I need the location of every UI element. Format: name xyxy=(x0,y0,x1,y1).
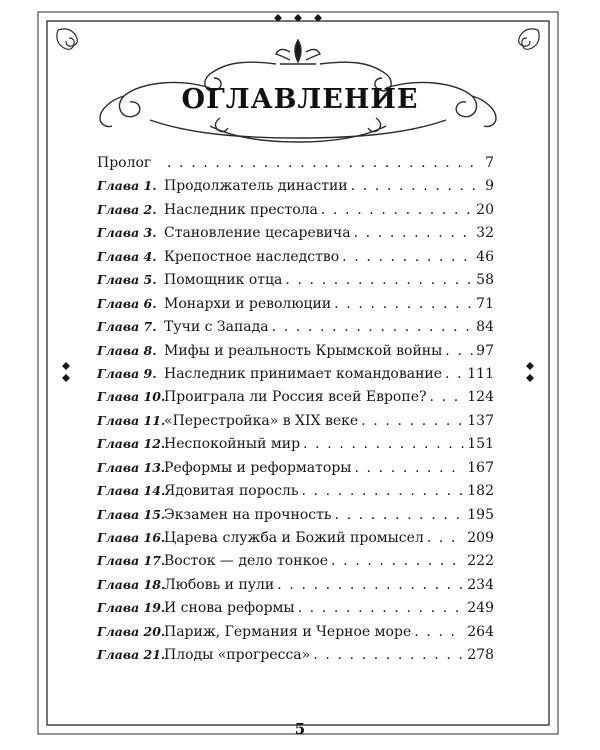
toc-entry-page: 209 xyxy=(467,530,494,546)
toc-entry-prologue[interactable] xyxy=(97,155,494,178)
toc-leader-dots xyxy=(430,389,465,405)
toc-entry-page: 20 xyxy=(476,201,494,218)
toc-leader-dots xyxy=(427,530,464,546)
toc-entry-page: 182 xyxy=(467,483,494,500)
toc-entry-chapter-14[interactable] xyxy=(97,483,494,506)
toc-entry-label: Глава 13. xyxy=(97,459,166,475)
toc-entry-title: Проиграла ли Россия всей Европе? xyxy=(164,389,427,406)
toc-entry-title: Мифы и реальность Крымской войны xyxy=(164,342,443,359)
toc-entry-page: 124 xyxy=(467,389,494,406)
toc-entry-chapter-10[interactable] xyxy=(97,389,494,412)
toc-leader-dots xyxy=(334,507,464,523)
toc-leader-dots xyxy=(321,202,473,218)
toc-entry-chapter-3[interactable] xyxy=(97,225,494,248)
contents-heading: ОГЛАВЛЕНИЕ xyxy=(181,84,419,115)
toc-entry-chapter-8[interactable] xyxy=(97,343,494,366)
toc-leader-dots xyxy=(331,553,464,569)
toc-entry-title: Царева служба и Божий промысел xyxy=(164,530,424,546)
toc-leader-dots xyxy=(334,296,473,312)
toc-entry-chapter-1[interactable] xyxy=(97,178,494,201)
toc-entry-chapter-9[interactable] xyxy=(97,366,494,389)
side-diamonds-left xyxy=(62,362,70,382)
toc-leader-dots xyxy=(285,272,473,288)
toc-entry-label: Глава 14. xyxy=(97,483,166,499)
toc-entry-label: Глава 4. xyxy=(97,248,157,264)
toc-entry-label: Глава 17. xyxy=(97,553,166,569)
toc-entry-chapter-16[interactable] xyxy=(97,530,494,553)
toc-entry-title: Становление цесаревича xyxy=(164,225,351,242)
toc-entry-title: Любовь и пули xyxy=(164,576,275,593)
toc-entry-chapter-11[interactable] xyxy=(97,413,494,436)
toc-entry-label: Глава 12. xyxy=(97,436,166,452)
toc-entry-chapter-7[interactable] xyxy=(97,319,494,342)
toc-entry-chapter-4[interactable] xyxy=(97,249,494,272)
toc-leader-dots xyxy=(298,600,465,616)
toc-entry-label: Глава 9. xyxy=(97,365,157,381)
toc-entry-page: 234 xyxy=(467,576,494,593)
toc-entry-chapter-12[interactable] xyxy=(97,436,494,459)
toc-leader-dots xyxy=(445,366,464,382)
toc-entry-label: Глава 18. xyxy=(97,576,166,592)
toc-entry-chapter-18[interactable] xyxy=(97,577,494,600)
toc-entry-page: 264 xyxy=(467,623,494,640)
corner-ornament-top-left xyxy=(57,29,77,49)
page-number: 5 xyxy=(294,720,306,738)
toc-entry-page: 97 xyxy=(476,342,494,359)
toc-leader-dots xyxy=(354,225,474,241)
toc-entry-label: Глава 5. xyxy=(97,272,157,288)
toc-entry-label: Глава 6. xyxy=(97,295,157,311)
toc-leader-dots xyxy=(414,624,464,640)
toc-entry-page: 249 xyxy=(467,600,494,617)
toc-entry-page: 9 xyxy=(485,178,494,195)
toc-entry-title: Восток — дело тонкое xyxy=(164,553,329,570)
toc-entry-chapter-20[interactable] xyxy=(97,624,494,647)
toc-entry-label: Глава 21. xyxy=(97,647,166,663)
toc-entry-page: 151 xyxy=(467,436,494,453)
toc-leader-dots xyxy=(342,249,473,265)
toc-entry-chapter-21[interactable] xyxy=(97,647,494,670)
toc-entry-chapter-15[interactable] xyxy=(97,507,494,530)
toc-leader-dots xyxy=(277,577,464,593)
toc-entry-title: Наследник престола xyxy=(164,201,318,218)
toc-entry-chapter-6[interactable] xyxy=(97,296,494,319)
toc-entry-page: 222 xyxy=(467,553,494,570)
toc-entry-page: 58 xyxy=(476,272,494,289)
toc-entry-page: 46 xyxy=(476,248,494,265)
toc-leader-dots xyxy=(361,413,464,429)
toc-entry-chapter-13[interactable] xyxy=(97,460,494,483)
toc-entry-title: Париж, Германия и Черное море xyxy=(164,623,412,640)
toc-entry-label: Глава 19. xyxy=(97,600,166,616)
toc-entry-label: Глава 3. xyxy=(97,225,157,241)
toc-entry-label: Пролог xyxy=(97,155,152,171)
toc-entry-label: Глава 10. xyxy=(97,389,166,405)
toc-leader-dots xyxy=(354,460,464,476)
toc-entry-label: Глава 11. xyxy=(97,412,166,428)
toc-entry-chapter-17[interactable] xyxy=(97,553,494,576)
toc-entry-label: Глава 2. xyxy=(97,201,157,217)
toc-entry-title: Экзамен на прочность xyxy=(164,506,332,523)
toc-leader-dots xyxy=(272,319,474,335)
toc-entry-page: 111 xyxy=(467,365,494,382)
toc-leader-dots xyxy=(313,647,464,663)
toc-entry-label: Глава 15. xyxy=(97,506,166,522)
toc-entry-page: 137 xyxy=(467,412,494,429)
toc-entry-label: Глава 20. xyxy=(97,623,166,639)
toc-entry-chapter-2[interactable] xyxy=(97,202,494,225)
toc-entry-page: 278 xyxy=(467,647,494,664)
toc-entry-title: Ядовитая поросль xyxy=(164,483,299,500)
toc-entry-label: Глава 8. xyxy=(97,342,157,358)
side-diamonds-right xyxy=(526,362,534,382)
toc-leader-dots xyxy=(303,436,464,452)
toc-entry-title: Монархи и революции xyxy=(164,295,332,312)
toc-entry-chapter-19[interactable] xyxy=(97,600,494,623)
toc-entry-page: 71 xyxy=(476,295,494,312)
toc-entry-chapter-5[interactable] xyxy=(97,272,494,295)
toc-entry-page: 32 xyxy=(476,225,494,242)
toc-entry-label: Глава 1. xyxy=(97,178,157,194)
toc-entry-title: «Перестройка» в XIX веке xyxy=(164,412,359,429)
toc-entry-title: Крепостное наследство xyxy=(164,248,340,265)
toc-entry-label: Глава 16. xyxy=(97,530,166,545)
toc-entry-title: И снова реформы xyxy=(164,600,295,617)
toc-entry-title: Реформы и реформаторы xyxy=(164,459,352,476)
toc-entry-page: 7 xyxy=(485,155,494,171)
table-of-contents xyxy=(97,155,494,671)
toc-entry-title: Неспокойный мир xyxy=(164,436,301,453)
toc-entry-label: Глава 7. xyxy=(97,319,157,335)
corner-ornament-top-right xyxy=(519,29,539,49)
toc-leader-dots xyxy=(445,343,473,359)
toc-entry-page: 167 xyxy=(467,459,494,476)
toc-leader-dots xyxy=(301,483,464,499)
toc-entry-page: 195 xyxy=(467,506,494,523)
toc-entry-title: Продолжатель династии xyxy=(164,178,348,195)
toc-entry-title: Тучи с Запада xyxy=(164,319,269,336)
toc-entry-title: Помощник отца xyxy=(164,272,283,289)
toc-entry-title: Плоды «прогресса» xyxy=(164,647,311,664)
toc-entry-title: Наследник принимает командование xyxy=(164,365,443,382)
toc-leader-dots xyxy=(167,155,482,171)
toc-entry-page: 84 xyxy=(476,319,494,336)
toc-leader-dots xyxy=(351,178,482,194)
